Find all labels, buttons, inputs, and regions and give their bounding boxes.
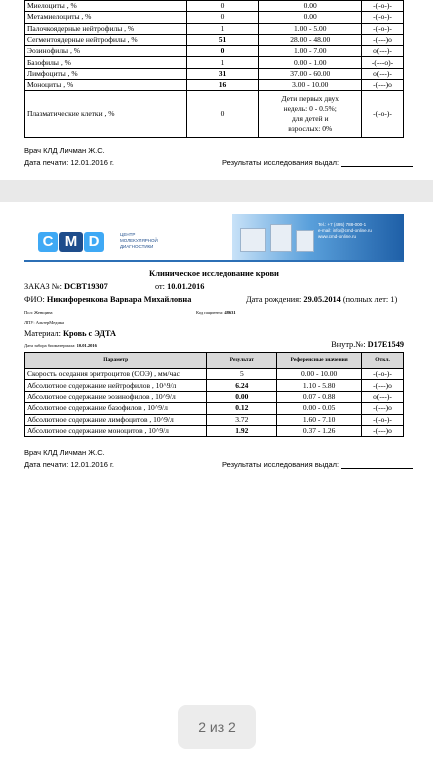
logo-subtitle <box>120 232 180 250</box>
issued-by-label: Результаты исследования выдал: <box>222 158 340 167</box>
parameter-name: Моноциты , % <box>25 80 187 91</box>
reference-line: взрослых: 0% <box>288 124 333 134</box>
logo-letter-m: M <box>59 232 83 252</box>
patient-name-value: Никифоренкова Варвара Михайловна <box>46 295 192 304</box>
reference-line: для детей и <box>291 114 329 124</box>
result-value: 1 <box>186 57 259 68</box>
table-row <box>25 46 404 57</box>
reference-range: 37.00 - 60.00 <box>259 68 362 79</box>
print-date: Дата печати: 12.01.2016 г. <box>24 460 114 469</box>
logo-letter-c: C <box>38 232 58 252</box>
results-table-page-1 <box>24 0 404 138</box>
deviation-indicator: -(---)o <box>362 80 404 91</box>
order-date-label: от: <box>155 282 165 291</box>
doctor-signature: Врач КЛД Личман Ж.С. <box>24 448 105 457</box>
lab-contacts <box>318 222 396 240</box>
deviation-indicator: -(-о-)- <box>362 23 404 34</box>
column-header-parameter: Параметр <box>25 353 207 369</box>
reference-range: 3.00 - 10.00 <box>259 80 362 91</box>
deviation-indicator: -(-о-)- <box>362 414 404 425</box>
issued-by-line <box>341 159 413 167</box>
birth-date-value: 29.05.2014 <box>303 295 341 304</box>
equipment-shape <box>296 230 314 252</box>
issued-by-label: Результаты исследования выдал: <box>222 460 340 469</box>
patient-code <box>196 310 236 315</box>
deviation-indicator: -(-о-)- <box>362 91 404 138</box>
deviation-indicator: -(---)o <box>362 425 404 436</box>
table-row <box>25 380 404 391</box>
table-row <box>25 57 404 68</box>
table-row <box>25 12 404 23</box>
patient-age: (полных лет: 1) <box>342 295 398 304</box>
result-value: 16 <box>186 80 259 91</box>
result-value: 0 <box>186 1 259 12</box>
reference-range: 1.00 - 5.00 <box>259 23 362 34</box>
patient-name-label: ФИО: <box>24 295 45 304</box>
table-row <box>25 414 404 425</box>
patient-code-value: 48631 <box>224 310 236 315</box>
order-value: DCBT19307 <box>64 282 108 291</box>
parameter-name: Метамиелоциты , % <box>25 12 187 23</box>
reference-range: 0.00 - 1.00 <box>259 57 362 68</box>
result-value: 6.24 <box>207 380 277 391</box>
table-row <box>25 403 404 414</box>
print-date: Дата печати: 12.01.2016 г. <box>24 158 114 167</box>
deviation-indicator: o(---)- <box>362 46 404 57</box>
column-header-reference: Референсные значения <box>277 353 362 369</box>
deviation-indicator: -(---)o <box>362 403 404 414</box>
parameter-name: Абсолютное содержание моноцитов , 10^9/л <box>25 425 207 436</box>
material-value: Кровь с ЭДТА <box>63 329 117 338</box>
reference-range: 1.60 - 7.10 <box>277 414 362 425</box>
parameter-name: Абсолютное содержание базофилов , 10^9/л <box>25 403 207 414</box>
reference-range: 1.10 - 5.80 <box>277 380 362 391</box>
reference-line: недель: 0 - 0.5%; <box>283 104 337 114</box>
logo-sub-line: ЦЕНТР <box>120 232 136 237</box>
parameter-name: Абсолютное содержание нейтрофилов , 10^9/л <box>25 380 207 391</box>
reference-range: 0.07 - 0.88 <box>277 391 362 402</box>
report-title: Клиническое исследование крови <box>149 268 279 278</box>
result-value: 3.72 <box>207 414 277 425</box>
doctor-signature: Врач КЛД Личман Ж.С. <box>24 146 105 155</box>
clinic: ЛПУ: АльтерМедика <box>24 320 64 325</box>
logo-sub-line: МОЛЕКУЛЯРНОЙ <box>120 238 158 243</box>
page-separator <box>0 180 433 202</box>
parameter-name: Эозинофилы , % <box>25 46 187 57</box>
collection-date-label: Дата забора биоматериала: <box>24 343 76 348</box>
result-value: 31 <box>186 68 259 79</box>
deviation-indicator: o(---)- <box>362 68 404 79</box>
table-header-row <box>25 353 404 369</box>
deviation-indicator: -(---)o <box>362 380 404 391</box>
report-page-1 <box>0 0 433 180</box>
result-value: 51 <box>186 34 259 45</box>
reference-range <box>259 91 362 138</box>
result-value: 0.00 <box>207 391 277 402</box>
birth-date-label: Дата рождения: <box>246 295 302 304</box>
result-value: 0 <box>186 91 259 138</box>
order-date <box>155 282 204 291</box>
lab-equipment-image <box>232 214 404 260</box>
table-row <box>25 34 404 45</box>
table-row <box>25 1 404 12</box>
deviation-indicator: -(-о-)- <box>362 12 404 23</box>
table-row <box>25 23 404 34</box>
equipment-shape <box>270 224 292 252</box>
collection-date-value: 10.01.2016 <box>76 343 97 348</box>
contact-phone: Tel.: +7 (495) 788-000-1 <box>318 222 367 227</box>
result-value: 1.92 <box>207 425 277 436</box>
deviation-indicator: -(-о-)- <box>362 1 404 12</box>
reference-range: 0.00 <box>259 1 362 12</box>
table-row <box>25 91 404 138</box>
logo-sub-line: ДИАГНОСТИКИ <box>120 244 154 249</box>
internal-number-label: Внутр.№: <box>331 340 366 349</box>
page-indicator[interactable]: 2 из 2 <box>178 705 256 749</box>
cmd-logo <box>38 232 118 254</box>
reference-line: Дети первых двух <box>281 94 340 104</box>
material <box>24 329 116 338</box>
table-row <box>25 80 404 91</box>
table-row <box>25 391 404 402</box>
contact-website: www.cmd-online.ru <box>318 234 357 239</box>
deviation-indicator: -(-о-)- <box>362 369 404 380</box>
parameter-name: Базофилы , % <box>25 57 187 68</box>
reference-range: 0.00 <box>259 12 362 23</box>
order-label: ЗАКАЗ №: <box>24 282 62 291</box>
patient-code-label: Код пациента: <box>196 310 224 315</box>
table-row <box>25 425 404 436</box>
result-value: 0 <box>186 12 259 23</box>
material-label: Материал: <box>24 329 61 338</box>
order-date-value: 10.01.2016 <box>167 282 205 291</box>
issued-by <box>222 158 413 167</box>
lab-header-banner <box>24 210 404 262</box>
parameter-name: Сегментоядерные нейтрофилы , % <box>25 34 187 45</box>
parameter-name: Абсолютное содержание лимфоцитов , 10^9/л <box>25 414 207 425</box>
result-value: 1 <box>186 23 259 34</box>
viewer-area <box>0 492 433 770</box>
reference-range: 0.37 - 1.26 <box>277 425 362 436</box>
deviation-indicator: -(---o)- <box>362 57 404 68</box>
column-header-deviation: Откл. <box>362 353 404 369</box>
reference-range: 1.00 - 7.00 <box>259 46 362 57</box>
column-header-result: Результат <box>207 353 277 369</box>
table-row <box>25 369 404 380</box>
patient-sex: Пол: Женщина <box>24 310 53 315</box>
deviation-indicator: o(---)- <box>362 391 404 402</box>
results-table-page-2 <box>24 352 404 437</box>
birth-date <box>246 295 397 304</box>
collection-date <box>24 343 97 348</box>
logo-letter-d: D <box>84 232 104 252</box>
result-value: 5 <box>207 369 277 380</box>
result-value: 0 <box>186 46 259 57</box>
parameter-name: Скорость оседания эритроцитов (СОЭ) , мм/час <box>25 369 207 380</box>
contact-email: e-mail: info@cmd-online.ru <box>318 228 372 233</box>
table-row <box>25 68 404 79</box>
parameter-name: Плазматические клетки , % <box>25 91 187 138</box>
report-page-2 <box>0 202 433 492</box>
parameter-name: Лимфоциты , % <box>25 68 187 79</box>
parameter-name: Абсолютное содержание эозинофилов , 10^9/л <box>25 391 207 402</box>
deviation-indicator: -(---)o <box>362 34 404 45</box>
parameter-name: Миелоциты , % <box>25 1 187 12</box>
result-value: 0.12 <box>207 403 277 414</box>
patient-name <box>24 295 191 304</box>
internal-number-value: D17E1549 <box>367 340 404 349</box>
issued-by <box>222 460 413 469</box>
reference-range: 0.00 - 0.05 <box>277 403 362 414</box>
reference-range: 28.00 - 48.00 <box>259 34 362 45</box>
equipment-shape <box>240 228 266 252</box>
issued-by-line <box>341 461 413 469</box>
reference-range: 0.00 - 10.00 <box>277 369 362 380</box>
order-number <box>24 282 108 291</box>
parameter-name: Палочкоядерные нейтрофилы , % <box>25 23 187 34</box>
internal-number <box>331 340 404 349</box>
